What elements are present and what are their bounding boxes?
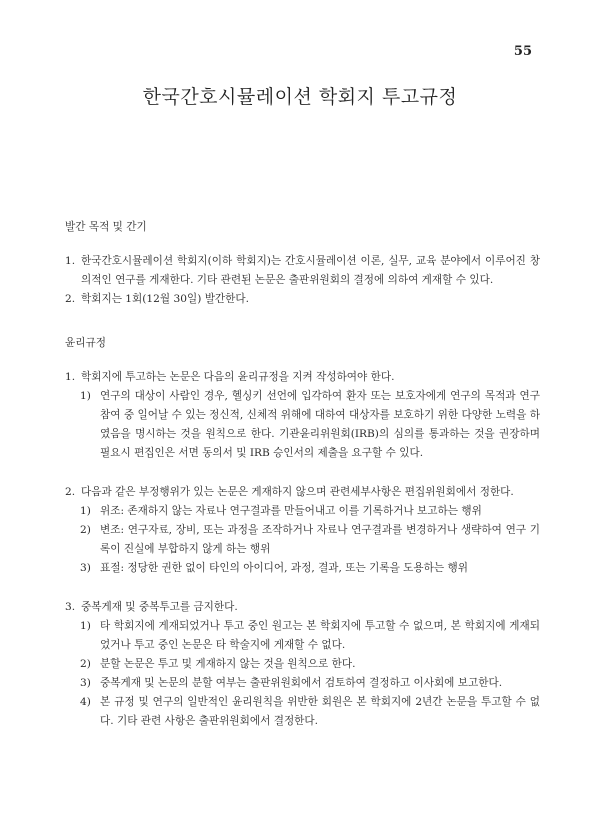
sub-item-text: 연구의 대상이 사람인 경우, 헬싱키 선언에 입각하여 환자 또는 보호자에게 연구의 목적과 연구 참여 중 일어날 수 있는 정신적, 신체적 위해에 대하여 대상자를 보호하기 위한 다양한 노력을 하였음을 명시하는 것을 원칙으로 한다. 기관윤리위원회(IRB)의 심의를 통과하는 것을 권장하며 필요시 편집인은 서면 동의서 및 IRB 승인서의 제출을 요구할 수 있다. xyxy=(100,390,540,459)
item-number: 1. xyxy=(65,255,76,267)
section-heading: 발간 목적 및 간기 xyxy=(65,221,147,233)
sub-item-number: 2) xyxy=(80,658,91,670)
sub-list-item xyxy=(80,559,540,578)
sub-item-number: 4) xyxy=(80,696,91,708)
item-text: 한국간호시뮬레이션 학회지(이하 학회지)는 간호시뮬레이션 이론, 실무, 교육 분야에서 이루어진 창의적인 연구를 게재한다. 기타 관련된 논문은 출판위원회의 결정에 의하여 게재할 수 있다. xyxy=(81,255,540,286)
sub-item-text: 중복게재 및 논문의 분할 여부는 출판위원회에서 검토하여 결정하고 이사회에 보고한다. xyxy=(100,677,503,689)
sub-list-item xyxy=(80,617,540,655)
sub-list-item xyxy=(80,502,540,521)
sub-list-item xyxy=(80,674,540,693)
section-heading: 윤리규정 xyxy=(65,337,106,349)
sub-list-item xyxy=(80,655,540,674)
item-number: 3. xyxy=(65,601,76,613)
item-number: 2. xyxy=(65,486,76,498)
document-title: 한국간호시뮬레이션 학회지 투고규정 xyxy=(142,86,458,108)
list-item xyxy=(65,290,540,309)
sub-item-number: 2) xyxy=(80,524,91,536)
item-text: 다음과 같은 부정행위가 있는 논문은 게재하지 않으며 관련세부사항은 편집위원회에서 정한다. xyxy=(81,486,514,498)
sub-item-number: 1) xyxy=(80,620,91,632)
sub-item-number: 1) xyxy=(80,390,91,402)
sub-list xyxy=(80,387,540,463)
section-publication-purpose xyxy=(65,218,540,309)
item-text: 학회지는 1회(12월 30일) 발간한다. xyxy=(81,293,250,305)
sub-list-item xyxy=(80,387,540,463)
sub-item-number: 3) xyxy=(80,677,91,689)
item-number: 2. xyxy=(65,293,76,305)
ethics-rule-2 xyxy=(65,483,540,578)
page-number: 55 xyxy=(513,44,532,59)
ethics-rule-3 xyxy=(65,598,540,731)
sub-item-text: 분할 논문은 투고 및 게재하지 않는 것을 원칙으로 한다. xyxy=(100,658,356,670)
document-body xyxy=(65,218,540,756)
sub-list-item xyxy=(80,693,540,731)
item-text: 중복게재 및 중복투고를 금지한다. xyxy=(81,601,238,613)
sub-item-text: 본 규정 및 연구의 일반적인 윤리원칙을 위반한 회원은 본 학회지에 2년간 논문을 투고할 수 없다. 기타 관련 사항은 출판위원회에서 결정한다. xyxy=(100,696,540,727)
sub-item-number: 1) xyxy=(80,505,91,517)
sub-item-number: 3) xyxy=(80,562,91,574)
sub-item-text: 타 학회지에 게재되었거나 투고 중인 원고는 본 학회지에 투고할 수 없으며, 본 학회지에 게재되었거나 투고 중인 논문은 타 학술지에 게재할 수 없다. xyxy=(100,620,540,651)
item-text: 학회지에 투고하는 논문은 다음의 윤리규정을 지켜 작성하여야 한다. xyxy=(81,371,395,383)
sub-item-text: 변조: 연구자료, 장비, 또는 과정을 조작하거나 자료나 연구결과를 변경하거나 생략하여 연구 기록이 진실에 부합하지 않게 하는 행위 xyxy=(100,524,540,555)
list-item xyxy=(65,483,540,502)
list-item xyxy=(65,252,540,290)
sub-list-item xyxy=(80,521,540,559)
item-number: 1. xyxy=(65,371,76,383)
sub-list xyxy=(80,617,540,731)
sub-list xyxy=(80,502,540,578)
list-item xyxy=(65,598,540,617)
ethics-rule-1 xyxy=(65,368,540,463)
sub-item-text: 표절: 정당한 권한 없이 타인의 아이디어, 과정, 결과, 또는 기록을 도용하는 행위 xyxy=(100,562,468,574)
section-ethics xyxy=(65,334,540,731)
list-item xyxy=(65,368,540,387)
sub-item-text: 위조: 존재하지 않는 자료나 연구결과를 만들어내고 이를 기록하거나 보고하는 행위 xyxy=(100,505,482,517)
